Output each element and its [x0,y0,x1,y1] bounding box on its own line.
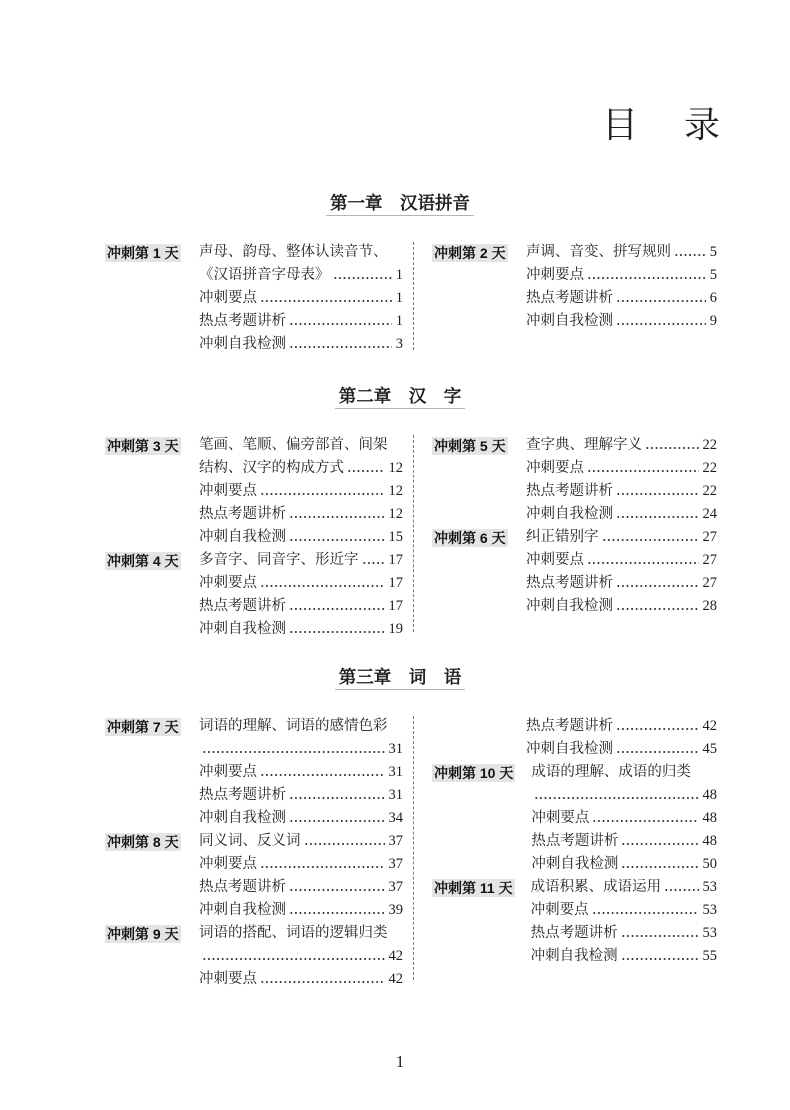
day-group [432,761,717,876]
entry-title: 热点考题讲析 [199,879,286,895]
day-label-cell [432,876,531,899]
dot-leader [260,300,392,302]
entry-title: 热点考题讲析 [199,598,286,614]
entry-page-number: 19 [388,621,403,637]
entry-title: 冲刺要点 [530,902,589,918]
toc-entry [199,945,403,968]
toc-entry [199,922,403,945]
dot-leader [289,889,385,891]
entry-title: 冲刺自我检测 [199,621,286,637]
toc-entry [531,761,717,784]
dot-leader [333,277,392,279]
dot-leader [534,797,698,799]
left-column [105,434,403,641]
toc-entry [199,595,403,618]
toc-entry [199,784,403,807]
entry-title: 冲刺要点 [526,552,584,568]
day-label: 冲刺第 9 天 [107,925,179,942]
chapter-heading: 第三章 词 语 [335,666,466,690]
entry-page-number: 17 [388,598,403,614]
dot-leader [202,751,385,753]
toc-entry [526,434,717,457]
day-label-cell [105,922,199,945]
toc-entry [526,595,717,618]
entry-page-number: 37 [388,833,403,849]
dot-leader [616,300,706,302]
toc-entry [199,503,403,526]
day-label: 冲刺第 2 天 [434,244,506,261]
entry-page-number: 15 [388,529,403,545]
toc-entry [526,287,717,310]
day-label: 冲刺第 7 天 [107,718,179,735]
day-label: 冲刺第 8 天 [107,833,179,850]
entry-page-number: 42 [702,718,717,734]
right-column [432,241,717,333]
entry-title: 《汉语拼音字母表》 [199,267,330,283]
dot-leader [362,562,385,564]
entry-title: 冲刺自我检测 [531,856,619,872]
toc-entry [199,715,403,738]
toc-entry [526,503,717,526]
entry-page-number: 9 [709,313,717,329]
entry-page-number: 53 [702,879,717,895]
entry-page-number: 48 [702,810,717,826]
left-column [105,241,403,356]
entry-page-number: 28 [702,598,717,614]
dot-leader [674,254,706,256]
left-column [105,715,403,991]
toc-entry [526,526,717,549]
entry-page-number: 24 [702,506,717,522]
entry-title: 成语的理解、成语的归类 [531,764,691,780]
toc-entry [199,241,403,264]
toc-entry [531,807,717,830]
dot-leader [587,277,706,279]
entry-page-number: 53 [702,902,717,918]
entry-title: 冲刺要点 [531,810,590,826]
day-label: 冲刺第 11 天 [434,879,513,896]
entry-list [199,830,403,922]
entry-title: 冲刺要点 [199,290,257,306]
toc-entry [199,572,403,595]
toc-entry [526,480,717,503]
entry-title: 热点考题讲析 [199,787,286,803]
dot-leader [592,820,698,822]
entry-page-number: 5 [709,267,717,283]
dot-leader [289,912,385,914]
toc-entry [199,480,403,503]
dot-leader [616,608,699,610]
toc-entry [199,830,403,853]
day-group [105,830,403,922]
entry-page-number: 12 [388,483,403,499]
toc-entry [531,899,717,922]
dot-leader [347,470,385,472]
entry-page-number: 22 [702,437,717,453]
day-label-cell [105,830,199,853]
entry-title: 纠正错别字 [526,529,599,545]
day-group [105,922,403,991]
toc-entry [531,784,717,807]
toc-entry [526,738,717,761]
entry-title: 冲刺要点 [199,764,257,780]
dot-leader [616,728,699,730]
entry-list [526,434,717,526]
day-label-cell [432,761,531,784]
entry-page-number: 27 [702,575,717,591]
entry-page-number: 1 [395,267,403,283]
entry-title: 热点考题讲析 [531,833,619,849]
entry-list [199,241,403,356]
day-label-cell [105,434,199,457]
toc-entry [531,922,717,945]
entry-title: 冲刺自我检测 [199,902,286,918]
day-label: 冲刺第 1 天 [107,244,179,261]
dot-leader [289,820,385,822]
dot-leader [289,323,392,325]
entry-page-number: 50 [702,856,717,872]
dot-leader [260,866,385,868]
entry-page-number: 48 [702,787,717,803]
right-column [432,715,717,968]
entry-list [526,715,717,761]
toc-entry [199,899,403,922]
entry-page-number: 31 [388,764,403,780]
toc-entry [199,287,403,310]
day-label-cell [105,715,199,738]
entry-title: 热点考题讲析 [526,483,613,499]
entry-list [531,761,717,876]
entry-title: 成语积累、成语运用 [530,879,662,895]
entry-title: 冲刺自我检测 [526,598,613,614]
dot-leader [621,843,698,845]
entry-page-number: 27 [702,552,717,568]
dot-leader [621,935,699,937]
entry-title: 热点考题讲析 [526,718,613,734]
day-group [432,241,717,333]
entry-page-number: 45 [702,741,717,757]
entry-page-number: 31 [388,787,403,803]
entry-page-number: 12 [388,506,403,522]
entry-title: 冲刺要点 [199,575,257,591]
entry-list [199,715,403,830]
entry-list [526,241,717,333]
entry-title: 冲刺要点 [199,483,257,499]
entry-title: 热点考题讲析 [526,290,613,306]
dot-leader [602,539,699,541]
entry-title: 冲刺要点 [526,267,584,283]
dot-leader [289,631,385,633]
day-label-cell [105,241,199,264]
entry-title: 声母、韵母、整体认读音节、 [199,244,388,260]
day-label: 冲刺第 5 天 [434,437,506,454]
entry-list [199,434,403,549]
day-label: 冲刺第 3 天 [107,437,179,454]
toc-entry [531,830,717,853]
toc-entry [526,457,717,480]
entry-page-number: 12 [388,460,403,476]
toc-entry [199,434,403,457]
entry-page-number: 55 [702,948,717,964]
entry-page-number: 22 [702,483,717,499]
entry-page-number: 39 [388,902,403,918]
toc-entry [531,853,717,876]
entry-page-number: 17 [388,552,403,568]
toc-entry [199,310,403,333]
entry-page-number: 37 [388,856,403,872]
dot-leader [616,751,699,753]
dot-leader [592,912,699,914]
dot-leader [621,958,699,960]
toc-entry [199,876,403,899]
day-label-cell [432,715,526,738]
entry-title: 热点考题讲析 [526,575,613,591]
day-label-cell [432,241,526,264]
entry-title: 冲刺自我检测 [199,810,286,826]
entry-title: 冲刺自我检测 [526,313,613,329]
dot-leader [260,585,385,587]
entry-page-number: 17 [388,575,403,591]
dot-leader [587,470,699,472]
day-group [105,549,403,641]
toc-entry [526,264,717,287]
entry-page-number: 6 [709,290,717,306]
column-divider [413,716,414,980]
entry-title: 冲刺自我检测 [199,336,286,352]
toc-entry [199,457,403,480]
day-group [432,526,717,618]
dot-leader [304,843,385,845]
day-group [105,241,403,356]
entry-page-number: 31 [388,741,403,757]
day-label-cell [432,526,526,549]
entry-page-number: 3 [395,336,403,352]
toc-entry [531,876,717,899]
column-divider [413,242,414,350]
entry-title: 词语的搭配、词语的逻辑归类 [199,925,388,941]
dot-leader [202,958,385,960]
entry-title: 声调、音变、拼写规则 [526,244,671,260]
page-number: 1 [395,1052,405,1071]
day-group [432,715,717,761]
entry-page-number: 42 [388,971,403,987]
dot-leader [616,585,699,587]
toc-entry [199,526,403,549]
entry-list [526,526,717,618]
entry-title: 热点考题讲析 [199,506,286,522]
chapter-2-section [0,385,790,637]
toc-entry [531,945,717,968]
chapter-1-section [0,192,790,352]
entry-title: 热点考题讲析 [199,313,286,329]
entry-page-number: 1 [395,290,403,306]
dot-leader [616,493,699,495]
dot-leader [260,981,385,983]
dot-leader [289,608,385,610]
day-label: 冲刺第 4 天 [107,552,179,569]
day-group [105,434,403,549]
dot-leader [260,774,385,776]
day-label-cell [105,549,199,572]
entry-title: 词语的理解、词语的感情色彩 [199,718,388,734]
dot-leader [616,516,699,518]
dot-leader [587,562,699,564]
right-column [432,434,717,618]
dot-leader [289,346,392,348]
entry-list [199,549,403,641]
entry-title: 笔画、笔顺、偏旁部首、间架 [199,437,388,453]
toc-entry [199,968,403,991]
toc-entry [199,549,403,572]
column-divider [413,435,414,632]
entry-page-number: 5 [709,244,717,260]
entry-page-number: 42 [388,948,403,964]
entry-title: 冲刺自我检测 [199,529,286,545]
entry-title: 冲刺要点 [199,856,257,872]
day-group [105,715,403,830]
toc-entry [526,549,717,572]
entry-page-number: 27 [702,529,717,545]
entry-page-number: 37 [388,879,403,895]
toc-entry [199,738,403,761]
toc-entry [526,310,717,333]
dot-leader [289,797,385,799]
day-group [432,434,717,526]
day-label: 冲刺第 10 天 [434,764,514,781]
toc-title: 目 录 [602,105,726,145]
entry-title: 热点考题讲析 [530,925,618,941]
toc-entry [199,618,403,641]
dot-leader [664,889,698,891]
entry-list [531,876,717,968]
day-group [432,876,717,968]
entry-page-number: 48 [702,833,717,849]
entry-title: 查字典、理解字义 [526,437,642,453]
entry-title: 冲刺自我检测 [526,506,613,522]
entry-page-number: 34 [388,810,403,826]
dot-leader [645,447,699,449]
dot-leader [616,323,706,325]
entry-title: 冲刺自我检测 [530,948,618,964]
toc-entry [199,807,403,830]
entry-title: 冲刺要点 [199,971,257,987]
day-label-cell [432,434,526,457]
dot-leader [621,866,698,868]
day-label: 冲刺第 6 天 [434,529,506,546]
dot-leader [289,516,385,518]
toc-entry [199,264,403,287]
entry-page-number: 1 [395,313,403,329]
toc-entry [526,715,717,738]
entry-title: 多音字、同音字、形近字 [199,552,359,568]
dot-leader [260,493,385,495]
entry-title: 结构、汉字的构成方式 [199,460,344,476]
entry-page-number: 53 [702,925,717,941]
chapter-3-section [0,666,790,987]
toc-entry [199,761,403,784]
entry-list [199,922,403,991]
entry-title: 冲刺自我检测 [526,741,613,757]
chapter-heading: 第二章 汉 字 [335,385,466,409]
entry-page-number: 22 [702,460,717,476]
toc-entry [199,333,403,356]
toc-entry [526,572,717,595]
toc-entry [526,241,717,264]
entry-title: 同义词、反义词 [199,833,301,849]
toc-entry [199,853,403,876]
chapter-heading: 第一章 汉语拼音 [326,192,474,216]
dot-leader [289,539,385,541]
entry-title: 冲刺要点 [526,460,584,476]
